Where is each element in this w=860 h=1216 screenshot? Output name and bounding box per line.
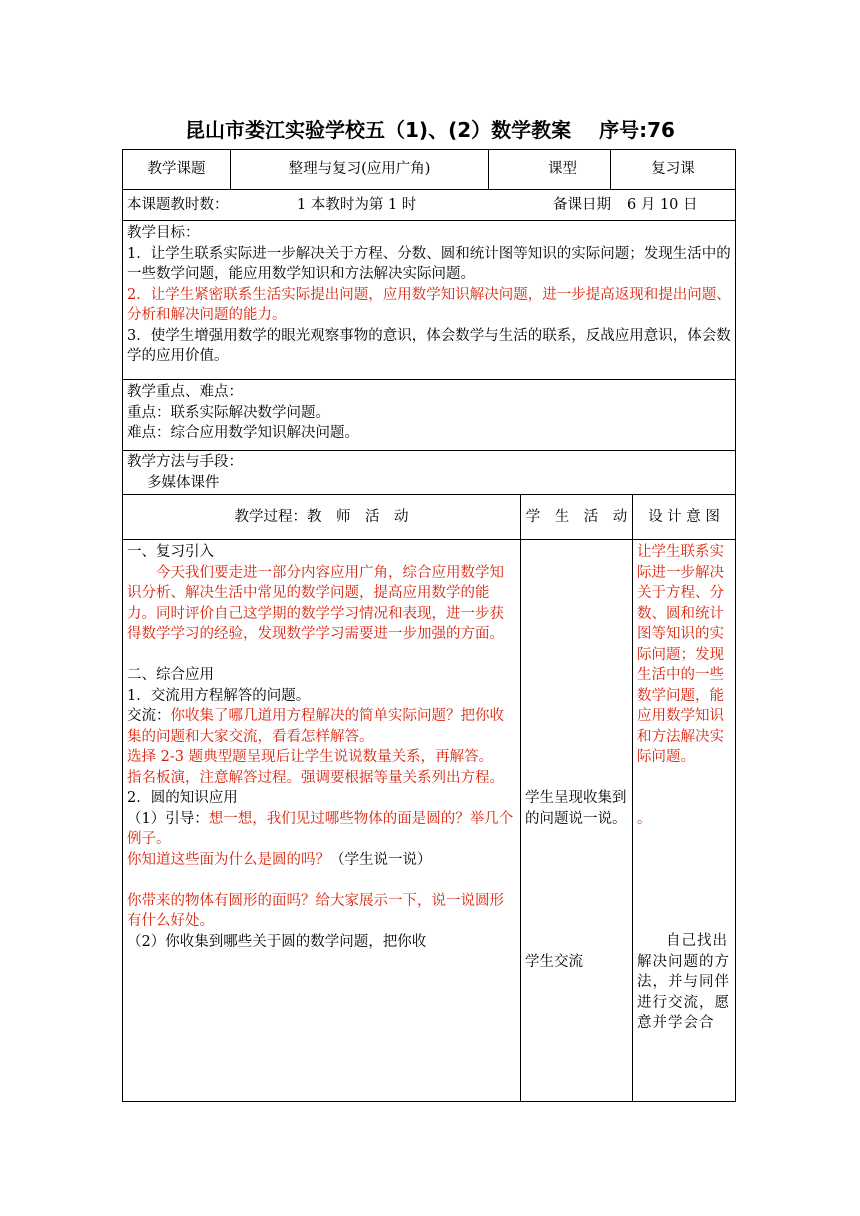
lesson-plan-table [122,149,736,1102]
topic-value: 整理与复习(应用广角) [231,150,489,190]
design-intent-3: 自己找出解决问题的方法，并与同伴进行交流，愿意并学会合 [637,933,730,1031]
goal-1: 1．让学生联系实际进一步解决关于方程、分数、圆和统计图等知识的实际问题；发现生活中的一些数学问题，能应用数学知识和方法解决实际问题。 [127,245,731,282]
goals-label: 教学目标： [127,225,200,241]
item-2-2d: （2）你收集到哪些关于圆的数学问题，把你收 [127,933,427,950]
teacher-header: 教学过程：教 师 活 动 [123,495,521,540]
student-activities [521,540,633,1102]
methods-label: 教学方法与手段： [127,454,243,470]
item-2-1a: 交流：你收集了哪几道用方程解决的简单实际问题？把你收集的问题和大家交流，看看怎样解答。 [127,708,504,745]
hours-value: 1 本教时为第 1 时 [297,197,417,213]
hours-row [123,190,736,221]
section-2-title: 二、综合应用 [127,667,214,683]
hard-point: 难点：综合应用数学知识解决问题。 [127,425,359,441]
design-intent-1: 让学生联系实际进一步解决关于方程、分数、圆和统计图等知识的实际问题；发现生活中的一些数学问题，能应用数学知识和方法解决实际问题。 [637,544,724,765]
item-2-2b: 你知道这些面为什么是圆的吗？（学生说一说） [127,851,432,868]
title-text: 昆山市娄江实验学校五（1)、(2）数学教案 [185,118,572,142]
date-value: 6 月 10 日 [627,197,698,213]
goal-3: 3．使学生增强用数学的眼光观察事物的意识，体会数学与生活的联系，反战应用意识，体会数学的应用价值。 [127,327,731,364]
topic-row [123,150,736,190]
goal-2: 2．让学生紧密联系生活实际提出问题，应用数学知识解决问题，进一步提高返现和提出问题、分析和解决问题的能力。 [127,286,731,323]
item-2-1: 1．交流用方程解答的问题。 [127,687,311,704]
process-header-row [123,495,736,540]
design-intent-2: 。 [637,810,652,827]
item-2-1c: 指名板演，注意解答过程。强调要根据等量关系列出方程。 [127,769,504,786]
hours-label: 本课题教时数： [127,197,229,213]
date-label: 备课日期 [553,197,611,213]
section-1-title: 一、复习引入 [127,544,214,560]
student-header: 学 生 活 动 [521,495,633,540]
design-header: 设 计 意 图 [633,495,736,540]
type-label: 课型 [489,150,611,190]
key-point: 重点：联系实际解决数学问题。 [127,404,330,421]
item-2-2: 2．圆的知识应用 [127,790,238,806]
item-2-1b: 选择 2-3 题典型题呈现后让学生说说数量关系，再解答。 [127,749,494,765]
design-intent [633,540,736,1102]
topic-label: 教学课题 [123,150,231,190]
teacher-activities [123,540,521,1102]
keypoints-label: 教学重点、难点： [127,384,243,400]
item-2-2c: 你带来的物体有圆形的面吗？给大家展示一下，说一说圆形有什么好处。 [127,892,504,929]
student-activity-1: 学生呈现收集到的问题说一说。 [525,790,627,827]
keypoints-row [123,380,736,451]
methods-value: 多媒体课件 [147,474,220,491]
methods-row [123,451,736,495]
type-value: 复习课 [611,150,736,190]
document-title [0,114,860,143]
process-row [123,540,736,1102]
sequence-number: 序号:76 [599,118,675,142]
item-2-2a: （1）引导：想一想，我们见过哪些物体的面是圆的？举几个例子。 [127,810,514,847]
section-1-text: 今天我们要走进一部分内容应用广角，综合应用数学知识分析、解决生活中常见的数学问题，提高应用数学的能力。同时评价自己这学期的数学学习情况和表现，进一步获得数学学习的经验，发现数学学习需要进一步加强的方面。 [127,564,504,642]
goals-row [123,221,736,380]
student-activity-2: 学生交流 [525,954,583,970]
